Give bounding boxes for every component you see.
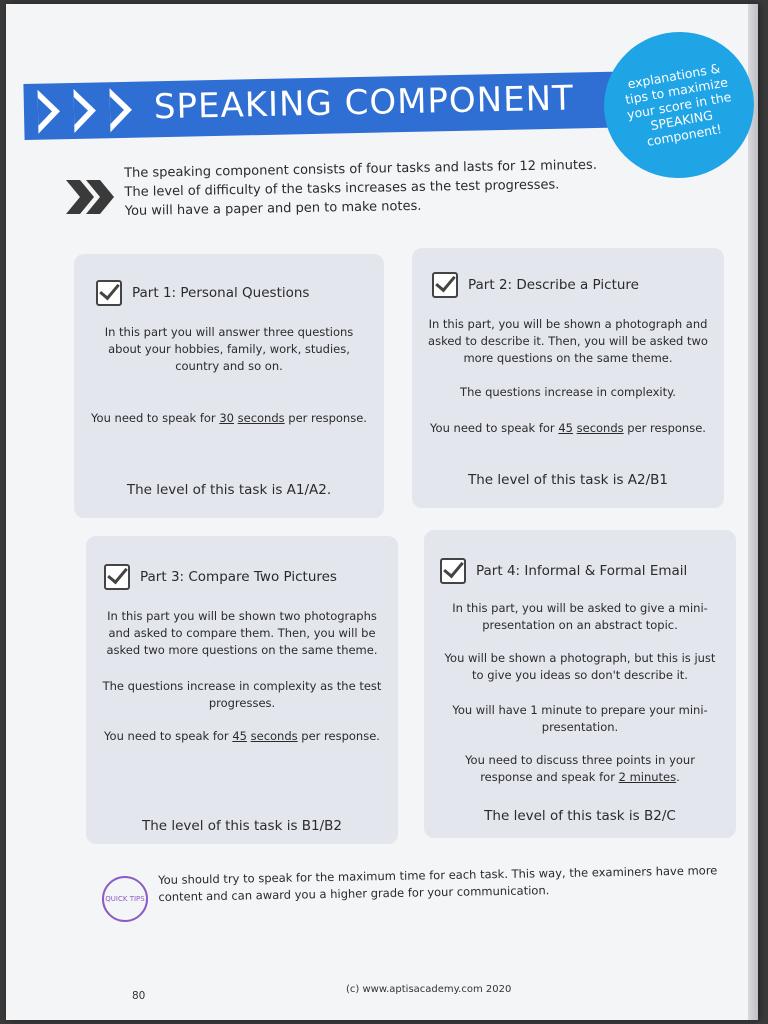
quick-tip-text: You should try to speak for the maximum time for each task. This way, the examiners have more content and can award you a higher grade for your communication.: [158, 863, 718, 904]
part-2-header: [432, 272, 639, 298]
part-4-header: [440, 558, 687, 584]
part-1-header: [96, 280, 309, 306]
checkbox-icon: [104, 564, 130, 590]
part-title: Part 4: Informal & Formal Email: [476, 563, 688, 579]
part-title: Part 1: Personal Questions: [132, 285, 310, 301]
part-2-card: [412, 248, 724, 508]
document-page: [6, 4, 758, 1020]
part-4-card: [424, 530, 736, 838]
part-complexity: The questions increase in complexity as the test progresses.: [102, 679, 382, 710]
checkbox-icon: [432, 272, 458, 298]
part-description: In this part, you will be asked to give a mini-presentation on an abstract topic.: [452, 601, 708, 632]
intro-line: The speaking component consists of four tasks and lasts for 12 minutes.: [124, 157, 598, 181]
intro-text: [124, 155, 645, 221]
part-title: Part 2: Describe a Picture: [468, 277, 639, 293]
part-level: The level of this task is A1/A2.: [126, 482, 332, 498]
part-complexity: The questions increase in complexity.: [460, 385, 676, 399]
page-edge: [748, 4, 758, 1020]
part-level: The level of this task is B2/C: [484, 808, 676, 824]
part-3-header: [104, 564, 337, 590]
intro-line: The level of difficulty of the tasks increases as the test progresses.: [124, 177, 560, 200]
quick-tips-label: QUICK TIPS: [105, 895, 145, 903]
checkbox-icon: [440, 558, 466, 584]
title-banner: [23, 71, 624, 140]
double-chevron-icon: [66, 180, 116, 214]
part-photo-note: You will be shown a photograph, but this is just to give you ideas so don't describe it.: [444, 651, 716, 682]
quick-tips-icon: [102, 876, 148, 922]
part-prep-time: You will have 1 minute to prepare your mini-presentation.: [452, 703, 708, 734]
intro-line: You will have a paper and pen to make notes.: [124, 198, 422, 219]
part-level: The level of this task is A2/B1: [467, 472, 669, 488]
part-3-card: [86, 536, 398, 844]
part-description: In this part you will answer three questions about your hobbies, family, work, studies, country and so on.: [104, 325, 354, 373]
checkbox-icon: [96, 280, 122, 306]
part-1-card: [74, 254, 384, 518]
part-description: In this part, you will be shown a photograph and asked to describe it. Then, you will be asked two more questions on the same theme.: [428, 317, 708, 365]
part-speak-time: You need to speak for 30 seconds per response.: [91, 411, 367, 425]
part-title: Part 3: Compare Two Pictures: [140, 569, 337, 585]
chevron-arrows-icon: [23, 81, 144, 140]
part-speak-time: You need to speak for 45 seconds per response.: [430, 421, 706, 435]
part-description: In this part you will be shown two photographs and asked to compare them. Then, you will be asked two more questions on the same theme.: [106, 609, 378, 657]
footer-copyright: (c) www.aptisacademy.com 2020: [346, 984, 512, 995]
part-speak-time: You need to speak for 45 seconds per response.: [104, 729, 380, 743]
part-level: The level of this task is B1/B2: [141, 818, 343, 834]
part-speak-time: You need to discuss three points in your response and speak for 2 minutes.: [465, 753, 695, 784]
page-number: 80: [132, 990, 146, 1002]
tips-badge-text: explanations & tips to maximize your score in the SPEAKING component!: [623, 59, 733, 149]
page-title: SPEAKING COMPONENT: [153, 78, 575, 128]
